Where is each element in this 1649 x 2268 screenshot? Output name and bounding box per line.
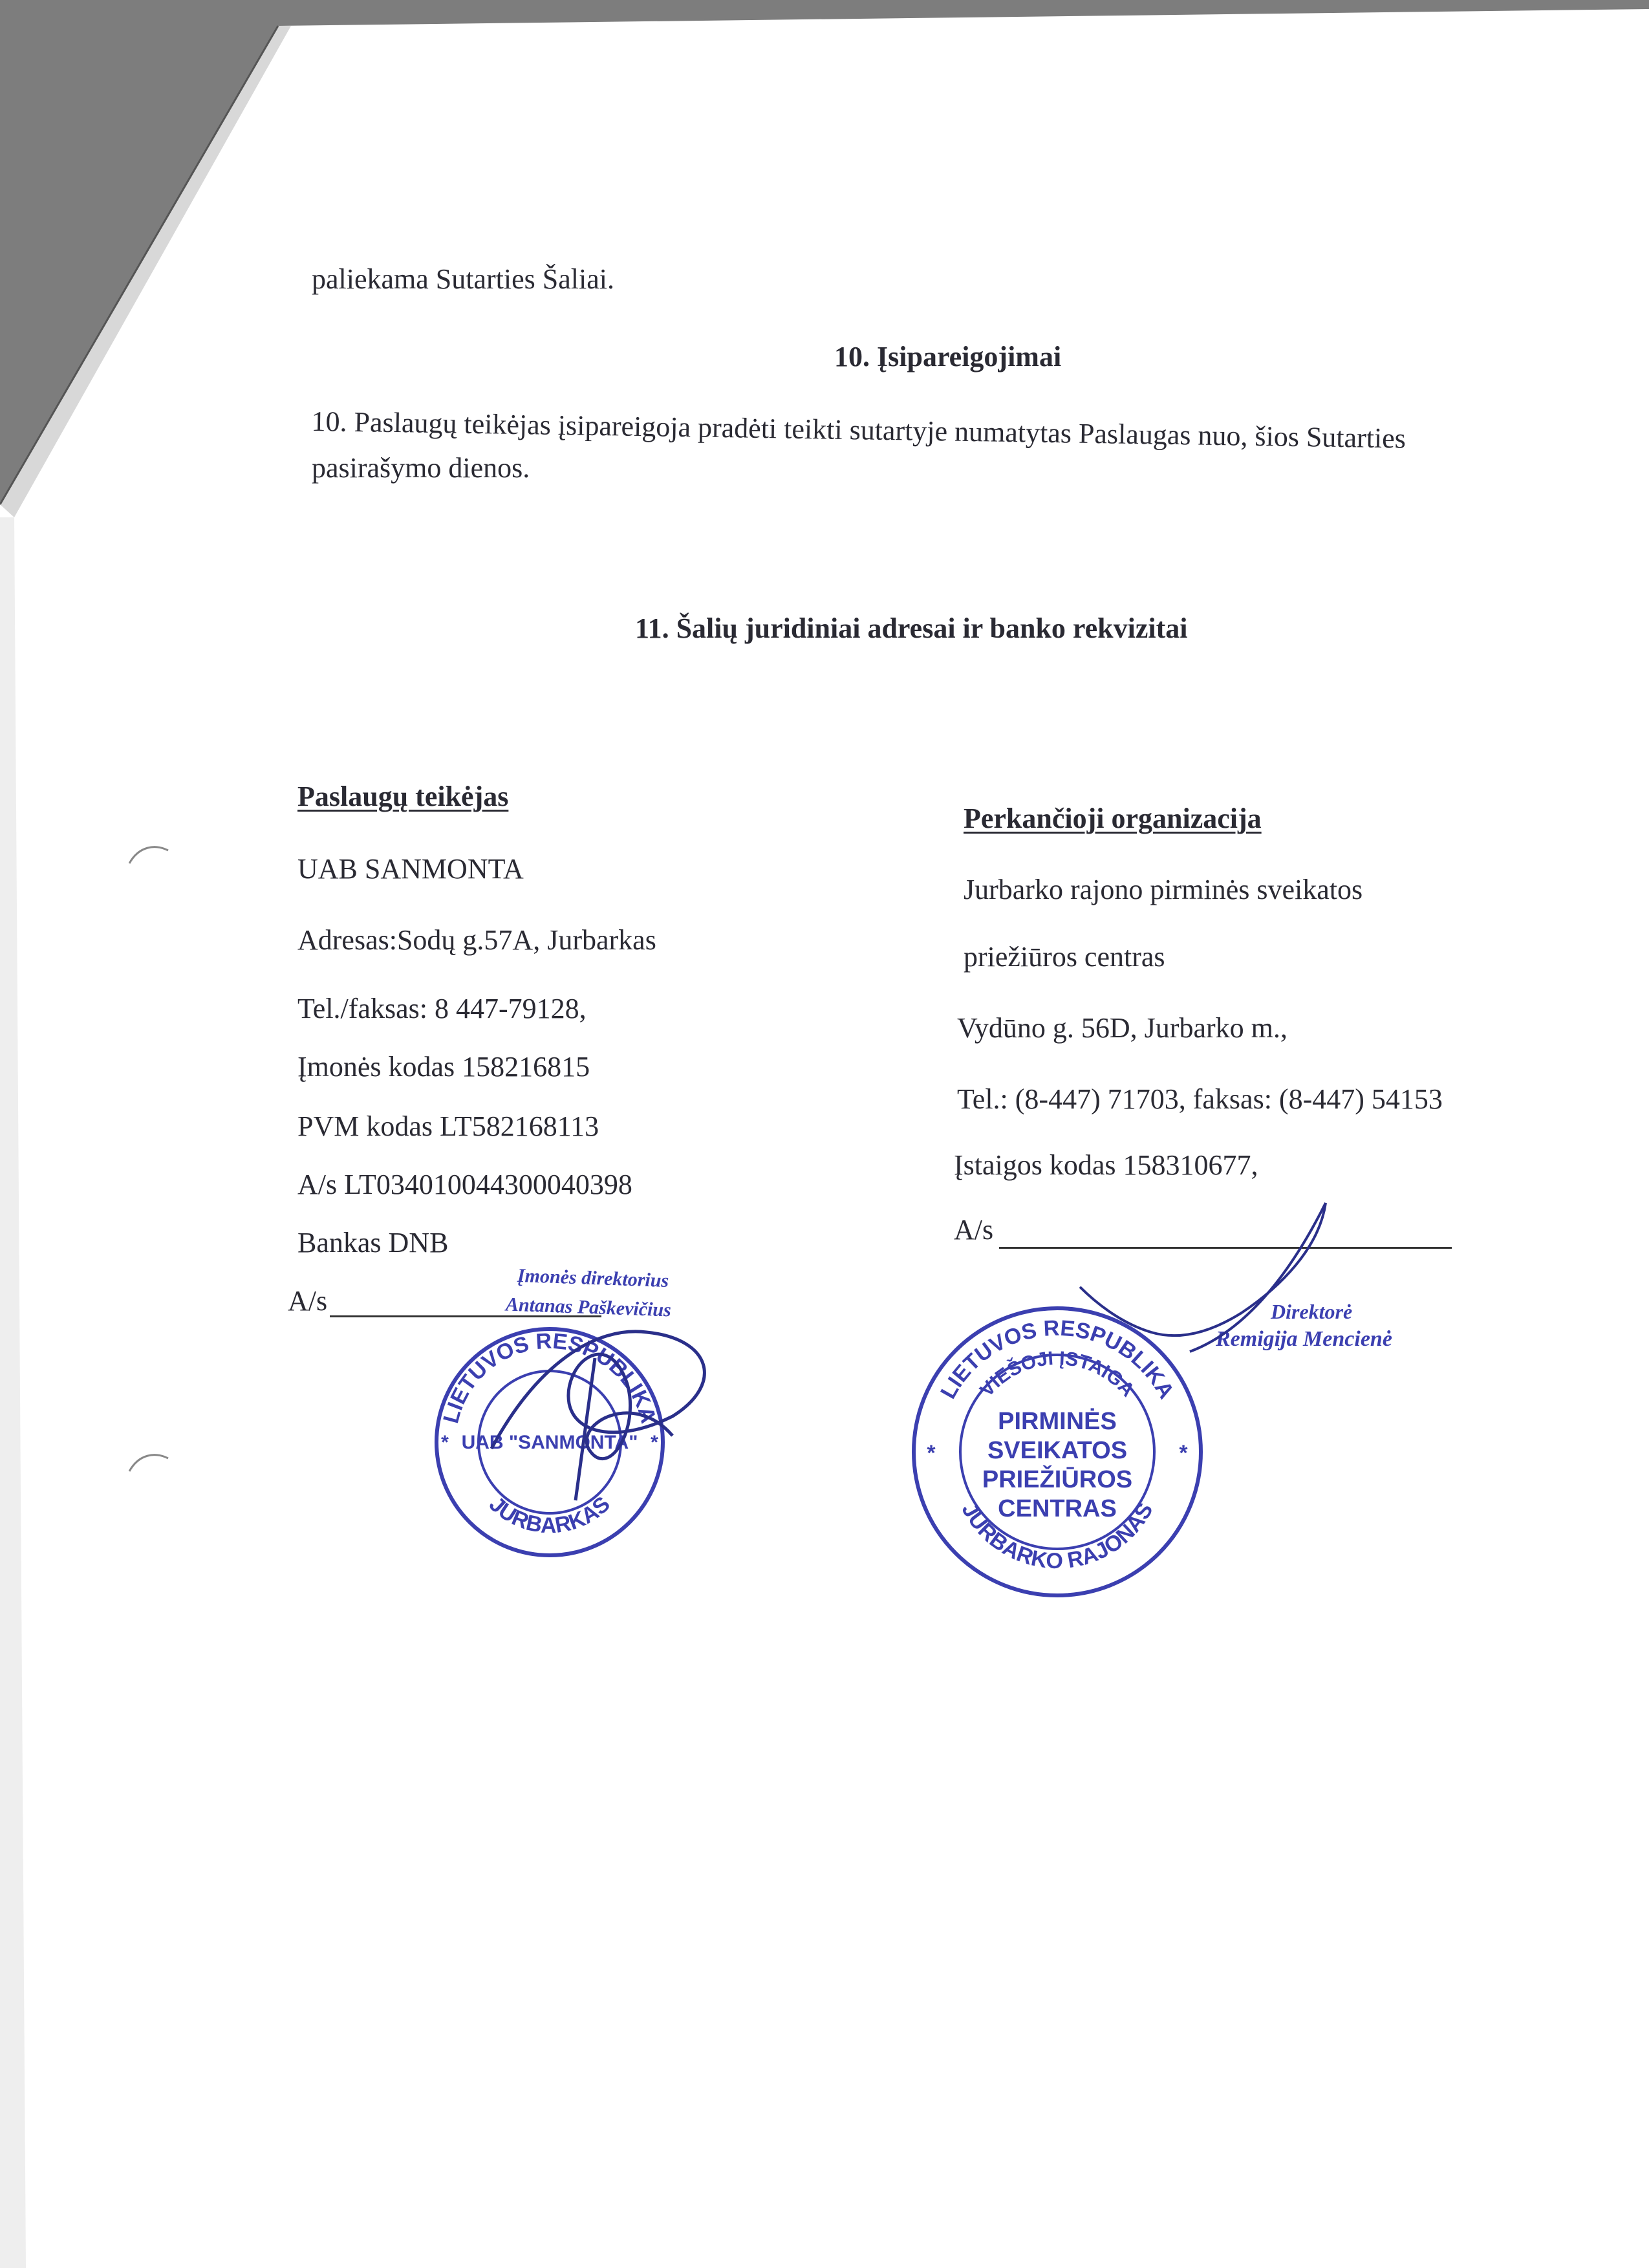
carryover-text: paliekama Sutarties Šaliai. bbox=[312, 263, 614, 295]
provider-bank: Bankas DNB bbox=[297, 1227, 449, 1258]
section-10-line-1: 10. Paslaugų teikėjas įsipareigoja pradėti teikti sutartyje numatytas Paslaugas nuo, šios Sutarties bbox=[311, 405, 1406, 455]
provider-signature bbox=[479, 1287, 750, 1520]
binder-hole-mark-bottom bbox=[126, 1449, 171, 1474]
buyer-stamp-outer-top: LIETUVOS RESPUBLIKA bbox=[936, 1315, 1179, 1403]
provider-address: Adresas:Sodų g.57A, Jurbarkas bbox=[297, 924, 656, 956]
provider-stamp-top-text: LIETUVOS RESPUBLIKA bbox=[438, 1328, 661, 1426]
buyer-stamp-bottom: JURBARKO RAJONAS bbox=[956, 1498, 1158, 1574]
provider-vat-code: PVM kodas LT582168113 bbox=[297, 1110, 599, 1142]
buyer-stamp-center-line-2: SVEIKATOS bbox=[987, 1437, 1128, 1464]
section-10-heading: 10. Įsipareigojimai bbox=[834, 341, 1062, 373]
section-10-line-2: pasirašymo dienos. bbox=[312, 452, 530, 484]
section-11-heading: 11. Šalių juridiniai adresai ir banko rekvizitai bbox=[635, 612, 1188, 644]
buyer-stamp-center-line-4: CENTRAS bbox=[998, 1495, 1117, 1522]
buyer-director-name: Remigija Mencienė bbox=[1216, 1327, 1392, 1351]
provider-signature-label: A/s bbox=[288, 1285, 328, 1317]
provider-director-mark-line-2: Antanas Paškevičius bbox=[505, 1293, 672, 1321]
buyer-title: Perkančioji organizacija bbox=[964, 803, 1262, 834]
buyer-address: Vydūno g. 56D, Jurbarko m., bbox=[957, 1012, 1288, 1044]
provider-name: UAB SANMONTA bbox=[297, 853, 524, 885]
buyer-name-line-2: priežiūros centras bbox=[964, 941, 1165, 973]
buyer-stamp-inner-top: VIEŠOJI ĮSTAIGA bbox=[976, 1347, 1139, 1401]
buyer-signature-label: A/s bbox=[954, 1214, 994, 1246]
provider-phone: Tel./faksas: 8 447-79128, bbox=[297, 993, 587, 1024]
binder-hole-mark-top bbox=[126, 841, 171, 867]
provider-account: A/s LT034010044300040398 bbox=[297, 1169, 632, 1200]
provider-director-mark-line-1: Įmonės direktorius bbox=[517, 1264, 669, 1292]
buyer-institution-code: Įstaigos kodas 158310677, bbox=[954, 1149, 1258, 1181]
buyer-name-line-1: Jurbarko rajono pirminės sveikatos bbox=[964, 874, 1363, 905]
buyer-signature bbox=[1073, 1190, 1358, 1358]
svg-text:*: * bbox=[441, 1432, 449, 1453]
provider-company-code: Įmonės kodas 158216815 bbox=[297, 1051, 590, 1083]
buyer-stamp-center-line-3: PRIEŽIŪROS bbox=[982, 1466, 1133, 1493]
svg-text:*: * bbox=[651, 1432, 658, 1453]
buyer-phone: Tel.: (8-447) 71703, faksas: (8-447) 54153 bbox=[957, 1083, 1443, 1115]
provider-title: Paslaugų teikėjas bbox=[297, 781, 509, 812]
provider-stamp-name: UAB "SANMONTA" bbox=[461, 1432, 638, 1453]
provider-stamp-bottom-text: JURBARKAS bbox=[484, 1491, 615, 1539]
buyer-director-title: Direktorė bbox=[1271, 1300, 1353, 1323]
svg-text:*: * bbox=[1179, 1441, 1188, 1465]
buyer-stamp-center-line-1: PIRMINĖS bbox=[998, 1408, 1117, 1435]
svg-text:*: * bbox=[927, 1441, 936, 1465]
